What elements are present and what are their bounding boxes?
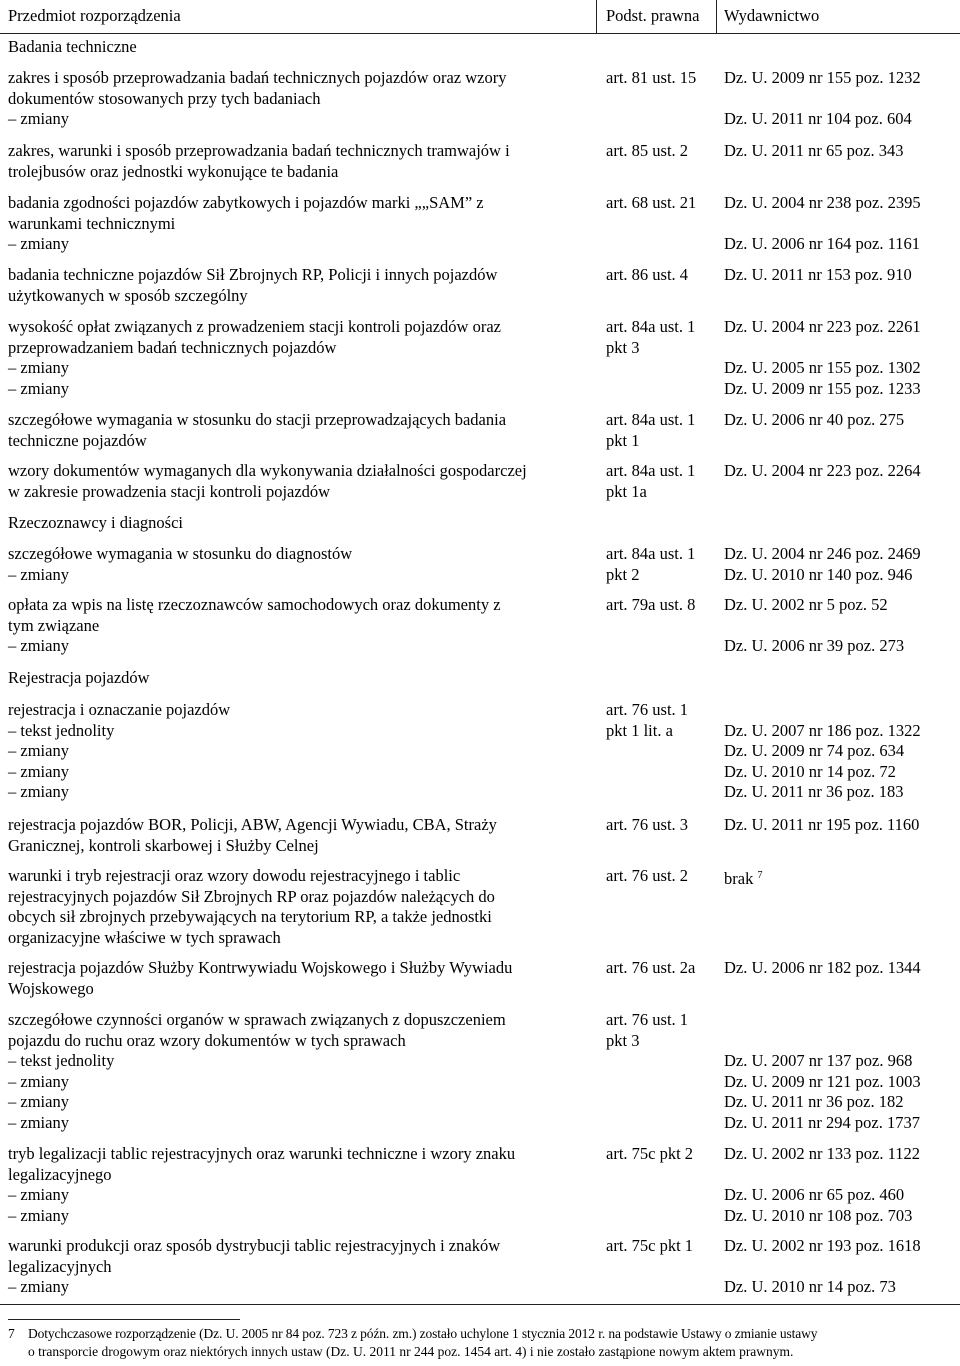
publication-reference: Dz. U. 2006 nr 39 poz. 273 — [724, 636, 905, 656]
footnote-line-1: Dotychczasowe rozporządzenie (Dz. U. 2005 nr 84 poz. 723 z późn. zm.) zostało uchylone 1 stycznia 2012 r. na podstawie Ustawy o zmianie ustawy — [28, 1326, 818, 1341]
publication-reference: Dz. U. 2009 nr 121 poz. 1003 — [724, 1071, 921, 1091]
legal-basis-text: art. 75c pkt 2 — [606, 1144, 694, 1163]
legal-basis-text: art. 76 ust. 2 — [606, 866, 689, 885]
subject-text: tym związane — [8, 615, 100, 635]
amendment-label: – zmiany — [8, 234, 69, 254]
amendment-label: – zmiany — [8, 1071, 69, 1091]
amendment-label: – tekst jednolity — [8, 720, 115, 740]
section-title: Badania techniczne — [8, 37, 137, 56]
legal-basis-text: art. 84a ust. 1 — [606, 410, 696, 429]
amendment-label: – zmiany — [8, 761, 69, 781]
subject-text: opłata za wpis na listę rzeczoznawców samochodowych oraz dokumenty z — [8, 595, 501, 614]
amendment-label: – zmiany — [8, 636, 69, 656]
legal-basis-text: art. 79a ust. 8 — [606, 595, 696, 614]
amendment-label: – zmiany — [8, 378, 69, 398]
publication-reference: Dz. U. 2004 nr 238 poz. 2395 — [724, 193, 921, 212]
publication-reference: Dz. U. 2010 nr 140 poz. 946 — [724, 564, 913, 584]
table-header — [0, 0, 960, 34]
subject-text: tryb legalizacji tablic rejestracyjnych oraz warunki techniczne i wzory znaku — [8, 1144, 516, 1163]
publication-reference: Dz. U. 2007 nr 186 poz. 1322 — [724, 720, 921, 740]
header-publication: Wydawnictwo — [724, 6, 820, 25]
subject-text: rejestracja pojazdów BOR, Policji, ABW, Agencji Wywiadu, CBA, Straży — [8, 815, 497, 834]
legal-basis-text: pkt 1a — [606, 481, 647, 501]
footnote-marker: 7 — [8, 1326, 15, 1341]
publication-reference: Dz. U. 2004 nr 223 poz. 2264 — [724, 461, 921, 480]
legal-basis-text: art. 76 ust. 2a — [606, 958, 696, 977]
subject-text: badania zgodności pojazdów zabytkowych i pojazdów marki „„SAM” z — [8, 193, 484, 212]
header-divider — [716, 0, 717, 33]
publication-reference: Dz. U. 2009 nr 155 poz. 1232 — [724, 68, 921, 87]
header-subject: Przedmiot rozporządzenia — [8, 6, 181, 25]
publication-reference: Dz. U. 2011 nr 36 poz. 182 — [724, 1092, 904, 1112]
publication-reference: Dz. U. 2010 nr 108 poz. 703 — [724, 1205, 913, 1225]
legal-basis-text: art. 76 ust. 1 — [606, 700, 689, 719]
legal-basis-text: art. 84a ust. 1 — [606, 544, 696, 563]
amendment-label: – zmiany — [8, 1277, 69, 1297]
legal-basis-text: art. 86 ust. 4 — [606, 265, 689, 284]
amendment-label: – zmiany — [8, 1113, 69, 1132]
subject-text: badania techniczne pojazdów Sił Zbrojnych RP, Policji i innych pojazdów — [8, 265, 498, 284]
footnote-reference: 7 — [757, 870, 763, 881]
subject-text: w zakresie prowadzenia stacji kontroli pojazdów — [8, 481, 331, 501]
subject-text: Wojskowego — [8, 978, 94, 998]
subject-text: przeprowadzaniem badań technicznych pojazdów — [8, 337, 337, 357]
publication-reference: Dz. U. 2006 nr 164 poz. 1161 — [724, 234, 920, 254]
publication-reference: Dz. U. 2011 nr 195 poz. 1160 — [724, 815, 920, 834]
table-bottom-rule — [0, 1304, 960, 1305]
subject-text: organizacyjne właściwe w tych sprawach — [8, 927, 281, 947]
subject-text: zakres, warunki i sposób przeprowadzania badań technicznych tramwajów i — [8, 141, 510, 160]
legal-basis-text: art. 81 ust. 15 — [606, 68, 697, 87]
header-divider — [596, 0, 597, 33]
footnote-rule — [8, 1319, 240, 1320]
amendment-label: – zmiany — [8, 1092, 69, 1112]
subject-text: warunkami technicznymi — [8, 213, 176, 233]
subject-text: pojazdu do ruchu oraz wzory dokumentów w tych sprawach — [8, 1030, 406, 1050]
subject-text: warunki i tryb rejestracji oraz wzory dowodu rejestracyjnego i tablic — [8, 866, 461, 885]
legal-basis-text: art. 84a ust. 1 — [606, 461, 696, 480]
legal-basis-text: pkt 3 — [606, 1030, 640, 1050]
amendment-label: – zmiany — [8, 1185, 69, 1205]
section-title: Rzeczoznawcy i diagności — [8, 513, 184, 532]
subject-text: rejestracja i oznaczanie pojazdów — [8, 700, 231, 719]
amendment-label: – zmiany — [8, 109, 69, 129]
section-title: Rejestracja pojazdów — [8, 668, 150, 687]
legal-basis-text: art. 84a ust. 1 — [606, 317, 696, 336]
amendment-label: – zmiany — [8, 1205, 69, 1225]
legal-basis-text: pkt 2 — [606, 564, 640, 584]
publication-reference: Dz. U. 2010 nr 14 poz. 73 — [724, 1277, 896, 1297]
subject-text: Granicznej, kontroli skarbowej i Służby Celnej — [8, 835, 319, 855]
publication-reference: Dz. U. 2009 nr 155 poz. 1233 — [724, 378, 921, 398]
publication-reference: Dz. U. 2011 nr 65 poz. 343 — [724, 141, 904, 160]
publication-reference: Dz. U. 2006 nr 40 poz. 275 — [724, 410, 905, 429]
subject-text: techniczne pojazdów — [8, 430, 147, 450]
subject-text: rejestracyjnych pojazdów Sił Zbrojnych RP oraz pojazdów należących do — [8, 886, 495, 906]
subject-text: obcych sił zbrojnych przebywających na terytorium RP, a także jednostki — [8, 907, 492, 927]
amendment-label: – zmiany — [8, 358, 69, 378]
subject-text: użytkowanych w sposób szczególny — [8, 285, 248, 305]
subject-text: szczegółowe wymagania w stosunku do diagnostów — [8, 544, 353, 563]
amendment-label: – tekst jednolity — [8, 1051, 115, 1071]
subject-text: legalizacyjnego — [8, 1164, 112, 1184]
subject-text: szczegółowe czynności organów w sprawach związanych z dopuszczeniem — [8, 1010, 506, 1029]
legal-basis-text: art. 76 ust. 1 — [606, 1010, 689, 1029]
subject-text: wzory dokumentów wymaganych dla wykonywania działalności gospodarczej — [8, 461, 527, 480]
subject-text: legalizacyjnych — [8, 1256, 112, 1276]
footnote-line-2: o transporcie drogowym oraz niektórych innych ustaw (Dz. U. 2011 nr 244 poz. 1454 art. 4) i nie zostało zastąpione nowym aktem prawnym. — [28, 1344, 794, 1359]
legal-basis-text: art. 68 ust. 21 — [606, 193, 697, 212]
subject-text: trolejbusów oraz jednostki wykonujące te badania — [8, 161, 339, 181]
publication-reference: Dz. U. 2011 nr 104 poz. 604 — [724, 109, 912, 129]
legal-basis-text: pkt 3 — [606, 337, 640, 357]
publication-reference: Dz. U. 2002 nr 5 poz. 52 — [724, 595, 888, 614]
subject-text: warunki produkcji oraz sposób dystrybucji tablic rejestracyjnych i znaków — [8, 1236, 501, 1255]
subject-text: dokumentów stosowanych przy tych badaniach — [8, 88, 321, 108]
subject-text: rejestracja pojazdów Służby Kontrwywiadu Wojskowego i Służby Wywiadu — [8, 958, 513, 977]
publication-reference: Dz. U. 2006 nr 65 poz. 460 — [724, 1185, 905, 1205]
amendment-label: – zmiany — [8, 564, 69, 584]
legal-basis-text: pkt 1 lit. a — [606, 720, 673, 740]
subject-text: szczegółowe wymagania w stosunku do stacji przeprowadzających badania — [8, 410, 507, 429]
publication-reference: Dz. U. 2005 nr 155 poz. 1302 — [724, 358, 921, 378]
publication-reference: Dz. U. 2011 nr 294 poz. 1737 — [724, 1113, 920, 1132]
subject-text: zakres i sposób przeprowadzania badań technicznych pojazdów oraz wzory — [8, 68, 507, 87]
publication-reference: Dz. U. 2004 nr 246 poz. 2469 — [724, 544, 921, 563]
publication-reference: Dz. U. 2004 nr 223 poz. 2261 — [724, 317, 921, 336]
publication-reference: Dz. U. 2011 nr 153 poz. 910 — [724, 265, 912, 284]
legal-basis-text: art. 75c pkt 1 — [606, 1236, 694, 1255]
publication-reference: brak $^7$ — [724, 869, 763, 888]
legal-basis-text: art. 76 ust. 3 — [606, 815, 689, 834]
subject-text: wysokość opłat związanych z prowadzeniem stacji kontroli pojazdów oraz — [8, 317, 501, 336]
header-legal-basis: Podst. prawna — [606, 6, 700, 25]
amendment-label: – zmiany — [8, 741, 69, 761]
publication-reference: Dz. U. 2007 nr 137 poz. 968 — [724, 1051, 913, 1071]
legal-basis-text: pkt 1 — [606, 430, 640, 450]
publication-reference: Dz. U. 2002 nr 193 poz. 1618 — [724, 1236, 921, 1255]
amendment-label: – zmiany — [8, 782, 69, 802]
publication-reference: Dz. U. 2009 nr 74 poz. 634 — [724, 741, 905, 761]
publication-reference: Dz. U. 2002 nr 133 poz. 1122 — [724, 1144, 920, 1163]
publication-reference: Dz. U. 2010 nr 14 poz. 72 — [724, 761, 896, 781]
legal-basis-text: art. 85 ust. 2 — [606, 141, 689, 160]
publication-reference: Dz. U. 2011 nr 36 poz. 183 — [724, 782, 904, 802]
publication-reference: Dz. U. 2006 nr 182 poz. 1344 — [724, 958, 921, 977]
